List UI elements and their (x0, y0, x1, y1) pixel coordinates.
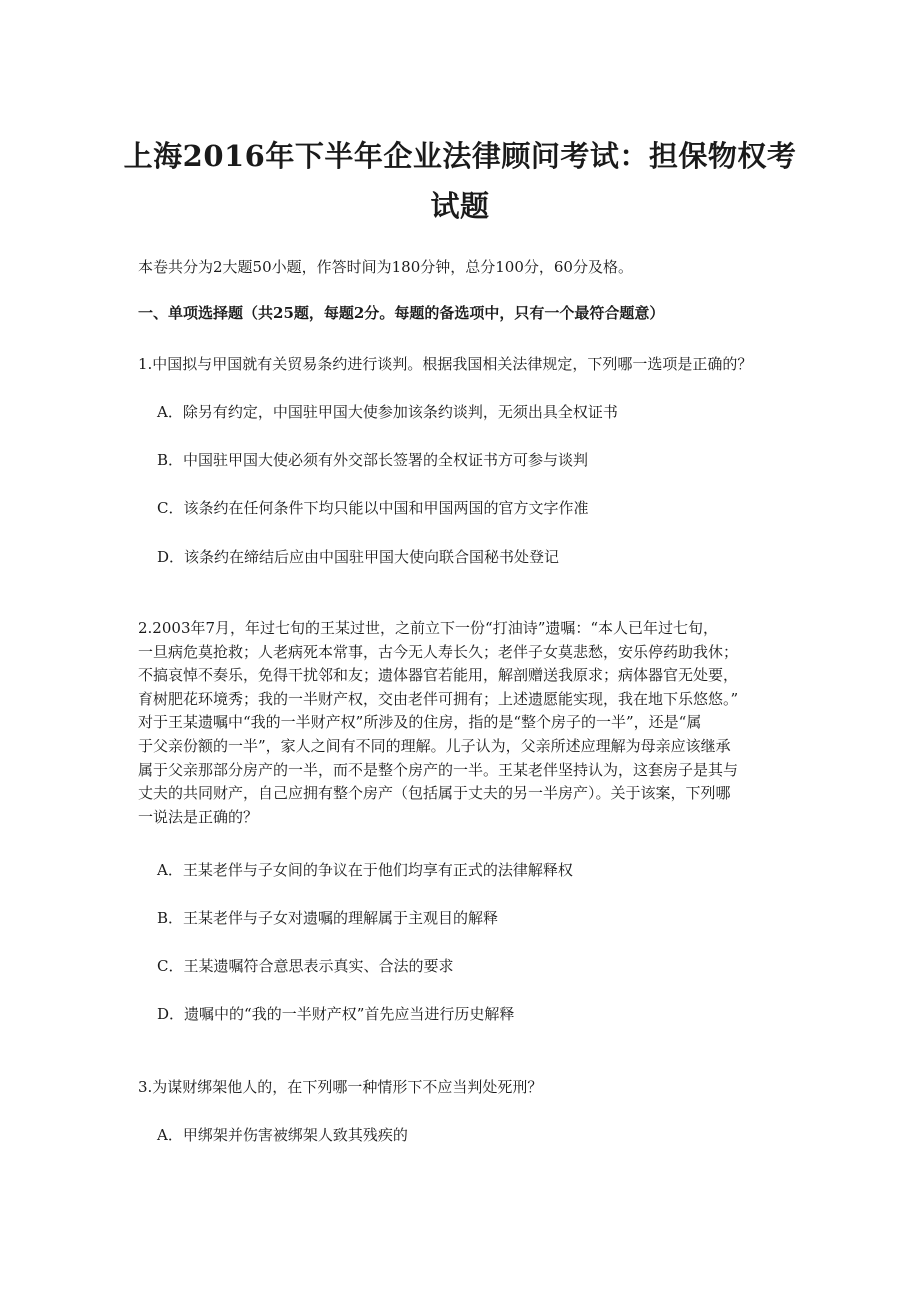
question-2-stem-line: 一说法是正确的？ (138, 807, 259, 826)
question-2-stem-line: 育树肥花环境秀；我的一半财产权，交由老伴可拥有；上述遗愿能实现，我在地下乐悠悠。” (138, 689, 739, 708)
exam-intro: 本卷共分为2大题50小题，作答时间为180分钟，总分100分，60分及格。 (138, 258, 633, 276)
question-3-stem: 3.为谋财绑架他人的，在下列哪一种情形下不应当判处死刑？ (138, 1078, 543, 1096)
question-2-stem-line: 属于父亲那部分房产的一半，而不是整个房产的一半。王某老伴坚持认为，这套房子是其与 (138, 760, 739, 779)
question-2-stem-line: 不搞哀悼不奏乐，免得干扰邻和友；遗体器官若能用，解剖赠送我原求；病体器官无处要， (138, 666, 739, 685)
question-1-option-d: D．该条约在缔结后应由中国驻甲国大使向联合国秘书处登记 (157, 548, 560, 566)
question-1-option-b: B．中国驻甲国大使必须有外交部长签署的全权证书方可参与谈判 (157, 451, 589, 469)
question-2-option-a: A．王某老伴与子女间的争议在于他们均享有正式的法律解释权 (157, 861, 573, 879)
question-2-stem-line: 于父亲份额的一半”，家人之间有不同的理解。儿子认为，父亲所述应理解为母亲应该继承 (138, 736, 731, 755)
document-title-line-2: 试题 (430, 189, 490, 223)
question-2-option-c: C．王某遗嘱符合意思表示真实、合法的要求 (157, 957, 454, 975)
question-2-stem (138, 617, 788, 829)
question-1-option-a: A．除另有约定，中国驻甲国大使参加该条约谈判，无须出具全权证书 (157, 403, 618, 421)
question-2-option-d: D．遗嘱中的“我的一半财产权”首先应当进行历史解释 (157, 1005, 515, 1023)
question-2-option-b: B．王某老伴与子女对遗嘱的理解属于主观目的解释 (157, 909, 499, 927)
question-1-option-c: C．该条约在任何条件下均只能以中国和甲国两国的官方文字作准 (157, 499, 589, 517)
section-heading: 一、单项选择题（共25题，每题2分。每题的备选项中，只有一个最符合题意） (138, 304, 665, 322)
document-title-line-1: 上海2016年下半年企业法律顾问考试：担保物权考 (123, 139, 797, 173)
question-2-stem-line: 丈夫的共同财产，自己应拥有整个房产（包括属于丈夫的另一半房产）。关于该案，下列哪 (138, 784, 731, 803)
question-1-stem: 1.中国拟与甲国就有关贸易条约进行谈判。根据我国相关法律规定，下列哪一选项是正确的？ (138, 355, 753, 373)
question-2-stem-line: 对于王某遗嘱中“我的一半财产权”所涉及的住房，指的是“整个房子的一半”，还是“属 (138, 713, 702, 732)
question-2-stem-line: 一旦病危莫抢救；人老病死本常事，古今无人寿长久；老伴子女莫悲愁，安乐停药助我休； (138, 642, 739, 661)
question-2-stem-line: 2.2003年7月，年过七旬的王某过世，之前立下一份“打油诗”遗嘱：“本人已年过七旬， (138, 619, 719, 637)
question-3-option-a: A．甲绑架并伤害被绑架人致其残疾的 (157, 1126, 408, 1144)
